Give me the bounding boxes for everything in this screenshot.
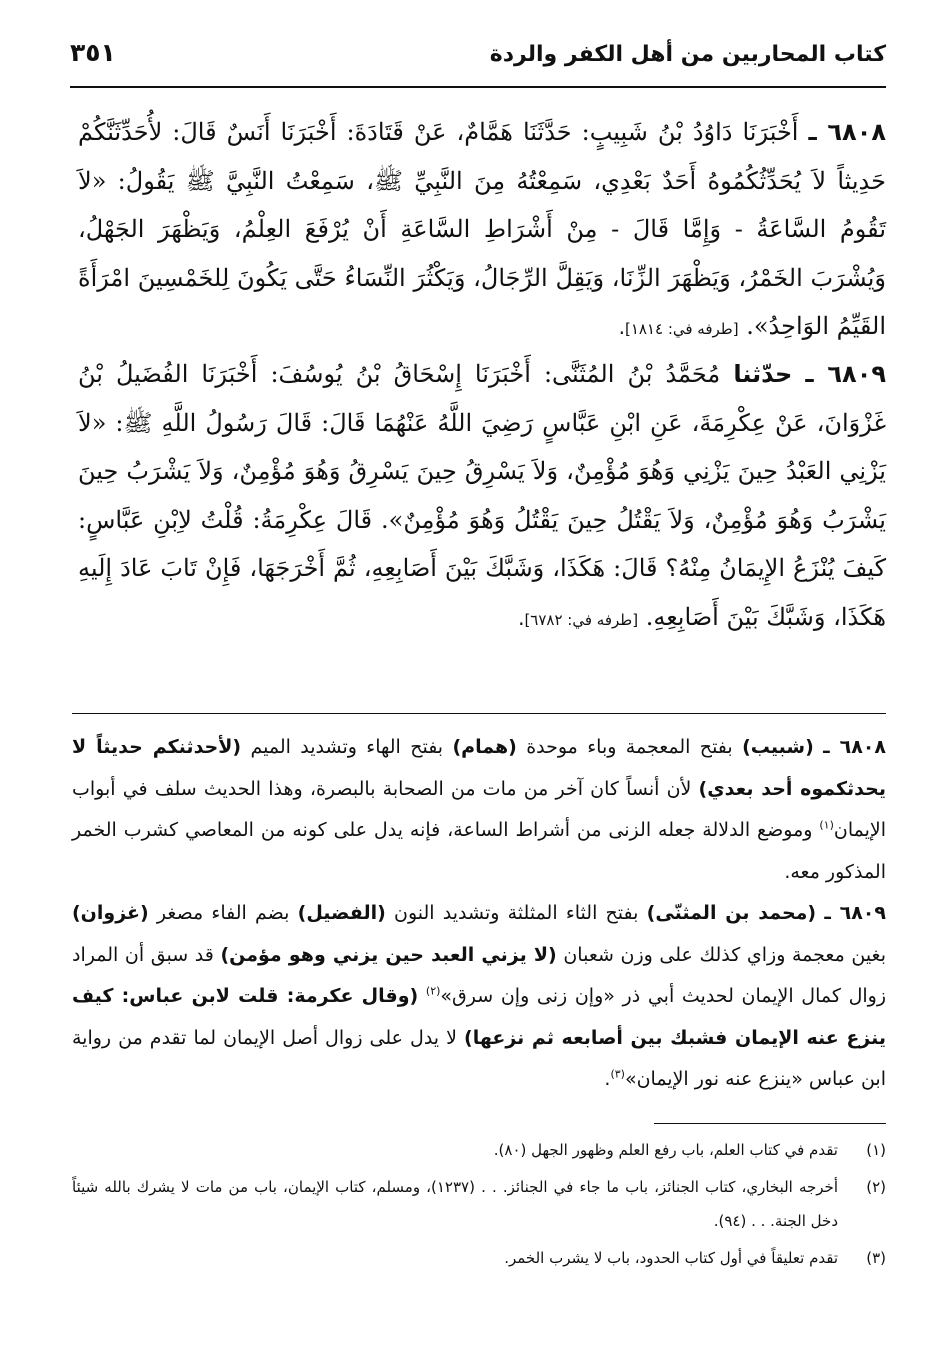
footnote-ref-2[interactable]: (٢) xyxy=(425,984,441,998)
footnote-item xyxy=(72,1133,886,1167)
footnote-item xyxy=(72,1241,886,1275)
footnote-number: (١) xyxy=(866,1141,886,1159)
commentary-6808-text: ٦٨٠٨ ـ (شبيب) بفتح المعجمة وباء موحدة (همام) بفتح الهاء وتشديد الميم (لأحدثنكم حديثاً لا يحدثكموه أحد بعدي) لأن أنساً كان آخر من مات من الصحابة بالبصرة، وهذا الحديث سلف في أبواب الإيمان$^{(١)}$ وموضع الدلالة جعله الزنى من أشراط الساعة، فإنه يدل على كونه من المعاصي كشرب الخمر المذكور معه. xyxy=(72,736,887,883)
hadith-number: ٦٨٠٨ ـ xyxy=(808,118,886,146)
hadith-6809-text: ٦٨٠٩ ـ حدّثنا مُحَمَّدُ بْنُ المُثَنَّى: أَخْبَرَنَا إِسْحَاقُ بْنُ يُوسُفَ: أَخْبَرَنَا الفُضَيلُ بْنُ غَزْوَانَ، عَنْ عِكْرِمَةَ، عَنِ ابْنِ عَبَّاسٍ رَضِيَ اللَّهُ عَنْهُمَا قَالَ: قَالَ رَسُولُ اللَّهِ ﷺ: «لاَ يَزْنِي العَبْدُ حِينَ يَزْنِي وَهُوَ مُؤْمِنٌ، وَلاَ يَسْرِقُ حِينَ يَسْرِقُ وَهُوَ مُؤْمِنٌ، وَلاَ يَشْرَبُ حِينَ يَشْرَبُ وَهُوَ مُؤْمِنٌ، وَلاَ يَقْتُلُ حِينَ يَقْتُلُ وَهُوَ مُؤْمِنٌ». قَالَ عِكْرِمَةُ: قُلْتُ لاِبْنِ عَبَّاسٍ: كَيفَ يُنْزَعُ الإِيمَانُ مِنْهُ؟ قَالَ: هَكَذَا، وَشَبَّكَ بَيْنَ أَصَابِعِهِ، ثُمَّ أَخْرَجَهَا، فَإِنْ تَابَ عَادَ إِلَيهِ هَكَذَا، وَشَبَّكَ بَيْنَ أَصَابِعِهِ. [طرفه في: ٦٧٨٢]. xyxy=(78,360,886,631)
cross-reference: [طرفه في: ١٨١٤] xyxy=(624,320,739,338)
footnote-number: (٢) xyxy=(866,1178,886,1196)
chapter-title: كتاب المحاربين من أهل الكفر والردة xyxy=(489,42,886,67)
footnote-text: تقدم تعليقاً في أول كتاب الحدود، باب لا يشرب الخمر. xyxy=(504,1249,838,1267)
hadith-6808 xyxy=(78,108,886,354)
hadith-matn: مُحَمَّدُ بْنُ المُثَنَّى: أَخْبَرَنَا إِسْحَاقُ بْنُ يُوسُفَ: أَخْبَرَنَا الفُضَيلُ بْنُ غَزْوَانَ، عَنْ عِكْرِمَةَ، عَنِ ابْنِ عَبَّاسٍ رَضِيَ اللَّهُ عَنْهُمَا قَالَ: قَالَ رَسُولُ اللَّهِ ﷺ: «لاَ يَزْنِي العَبْدُ حِينَ يَزْنِي وَهُوَ مُؤْمِنٌ، وَلاَ يَسْرِقُ حِينَ يَسْرِقُ وَهُوَ مُؤْمِنٌ، وَلاَ يَشْرَبُ حِينَ يَشْرَبُ وَهُوَ مُؤْمِنٌ، وَلاَ يَقْتُلُ حِينَ يَقْتُلُ وَهُوَ مُؤْمِنٌ». قَالَ عِكْرِمَةُ: قُلْتُ لاِبْنِ عَبَّاسٍ: كَيفَ يُنْزَعُ الإِيمَانُ مِنْهُ؟ قَالَ: هَكَذَا، وَشَبَّكَ بَيْنَ أَصَابِعِهِ، ثُمَّ أَخْرَجَهَا، فَإِنْ تَابَ عَادَ إِلَيهِ هَكَذَا، وَشَبَّكَ بَيْنَ أَصَابِعِهِ. xyxy=(78,360,886,631)
footnote-text: تقدم في كتاب العلم، باب رفع العلم وظهور الجهل (٨٠). xyxy=(493,1141,838,1159)
footnote-item xyxy=(72,1170,886,1238)
hadith-6809 xyxy=(78,350,886,644)
hadith-6808-text: ٦٨٠٨ ـ أَخْبَرَنَا دَاوُدُ بْنُ شَبِيبٍ: حَدَّثَنَا هَمَّامٌ، عَنْ قَتَادَةَ: أَخْبَرَنَا أَنَسٌ قَالَ: لأُحَدِّثَنَّكُمْ حَدِيثاً لاَ يُحَدِّثُكُمُوهُ أَحَدٌ بَعْدِي، سَمِعْتُهُ مِنَ النَّبِيِّ ﷺ، سَمِعْتُ النَّبِيَّ ﷺ يَقُولُ: «لاَ تَقُومُ السَّاعَةُ - وَإِمَّا قَالَ - مِنْ أَشْرَاطِ السَّاعَةِ أَنْ يُرْفَعَ العِلْمُ، وَيَظْهَرَ الجَهْلُ، وَيُشْرَبَ الخَمْرُ، وَيَظْهَرَ الزِّنَا، وَيَقِلَّ الرِّجَالُ، وَيَكْثُرَ النِّسَاءُ حَتَّى يَكُونَ لِلخَمْسِينَ امْرَأَةً القَيِّمُ الوَاحِدُ». [طرفه في: ١٨١٤]. xyxy=(78,118,886,340)
page-number: ٣٥١ xyxy=(70,38,116,67)
footnote-ref-1[interactable]: (١) xyxy=(819,818,834,832)
footnote-text: أخرجه البخاري، كتاب الجنائز، باب ما جاء في الجنائز. . . (١٢٣٧)، ومسلم، كتاب الإيمان، باب من مات لا يشرك بالله شيئاً دخل الجنة. . . (٩٤). xyxy=(72,1178,838,1230)
commentary-divider xyxy=(72,713,886,714)
page-header xyxy=(70,38,886,88)
footnote-divider xyxy=(654,1123,886,1124)
footnote-number: (٣) xyxy=(866,1249,886,1267)
cross-reference: [طرفه في: ٦٧٨٢] xyxy=(524,610,639,629)
haddathana-label: حدّثنا xyxy=(733,360,793,388)
footnote-ref-3[interactable]: (٣) xyxy=(610,1067,625,1081)
commentary-6809-text: ٦٨٠٩ ـ (محمد بن المثنّى) بفتح الثاء المثلثة وتشديد النون (الفضيل) بضم الفاء مصغر (غزوان) بغين معجمة وزاي كذلك على وزن شعبان (لا يزني العبد حين يزني وهو مؤمن) قد سبق أن المراد زوال كمال الإيمان لحديث أبي ذر «وإن زنى وإن سرق»$^{(٢)}$ (وقال عكرمة: قلت لابن عباس: كيف ينزع عنه الإيمان فشبك بين أصابعه ثم نزعها) لا يدل على زوال أصل الإيمان لما تقدم من رواية ابن عباس «ينزع عنه نور الإيمان»$^{(٣)}$. xyxy=(72,902,887,1090)
footnotes xyxy=(72,1133,886,1278)
commentary-6808 xyxy=(72,727,886,893)
commentary-6809 xyxy=(72,893,886,1101)
hadith-number: ٦٨٠٩ ـ xyxy=(805,360,886,388)
hadith-matn: أَخْبَرَنَا دَاوُدُ بْنُ شَبِيبٍ: حَدَّثَنَا هَمَّامٌ، عَنْ قَتَادَةَ: أَخْبَرَنَا أَنَسٌ قَالَ: لأُحَدِّثَنَّكُمْ حَدِيثاً لاَ يُحَدِّثُكُمُوهُ أَحَدٌ بَعْدِي، سَمِعْتُهُ مِنَ النَّبِيِّ ﷺ، سَمِعْتُ النَّبِيَّ ﷺ يَقُولُ: «لاَ تَقُومُ السَّاعَةُ - وَإِمَّا قَالَ - مِنْ أَشْرَاطِ السَّاعَةِ أَنْ يُرْفَعَ العِلْمُ، وَيَظْهَرَ الجَهْلُ، وَيُشْرَبَ الخَمْرُ، وَيَظْهَرَ الزِّنَا، وَيَقِلَّ الرِّجَالُ، وَيَكْثُرَ النِّسَاءُ حَتَّى يَكُونَ لِلخَمْسِينَ امْرَأَةً القَيِّمُ الوَاحِدُ». xyxy=(78,118,886,340)
